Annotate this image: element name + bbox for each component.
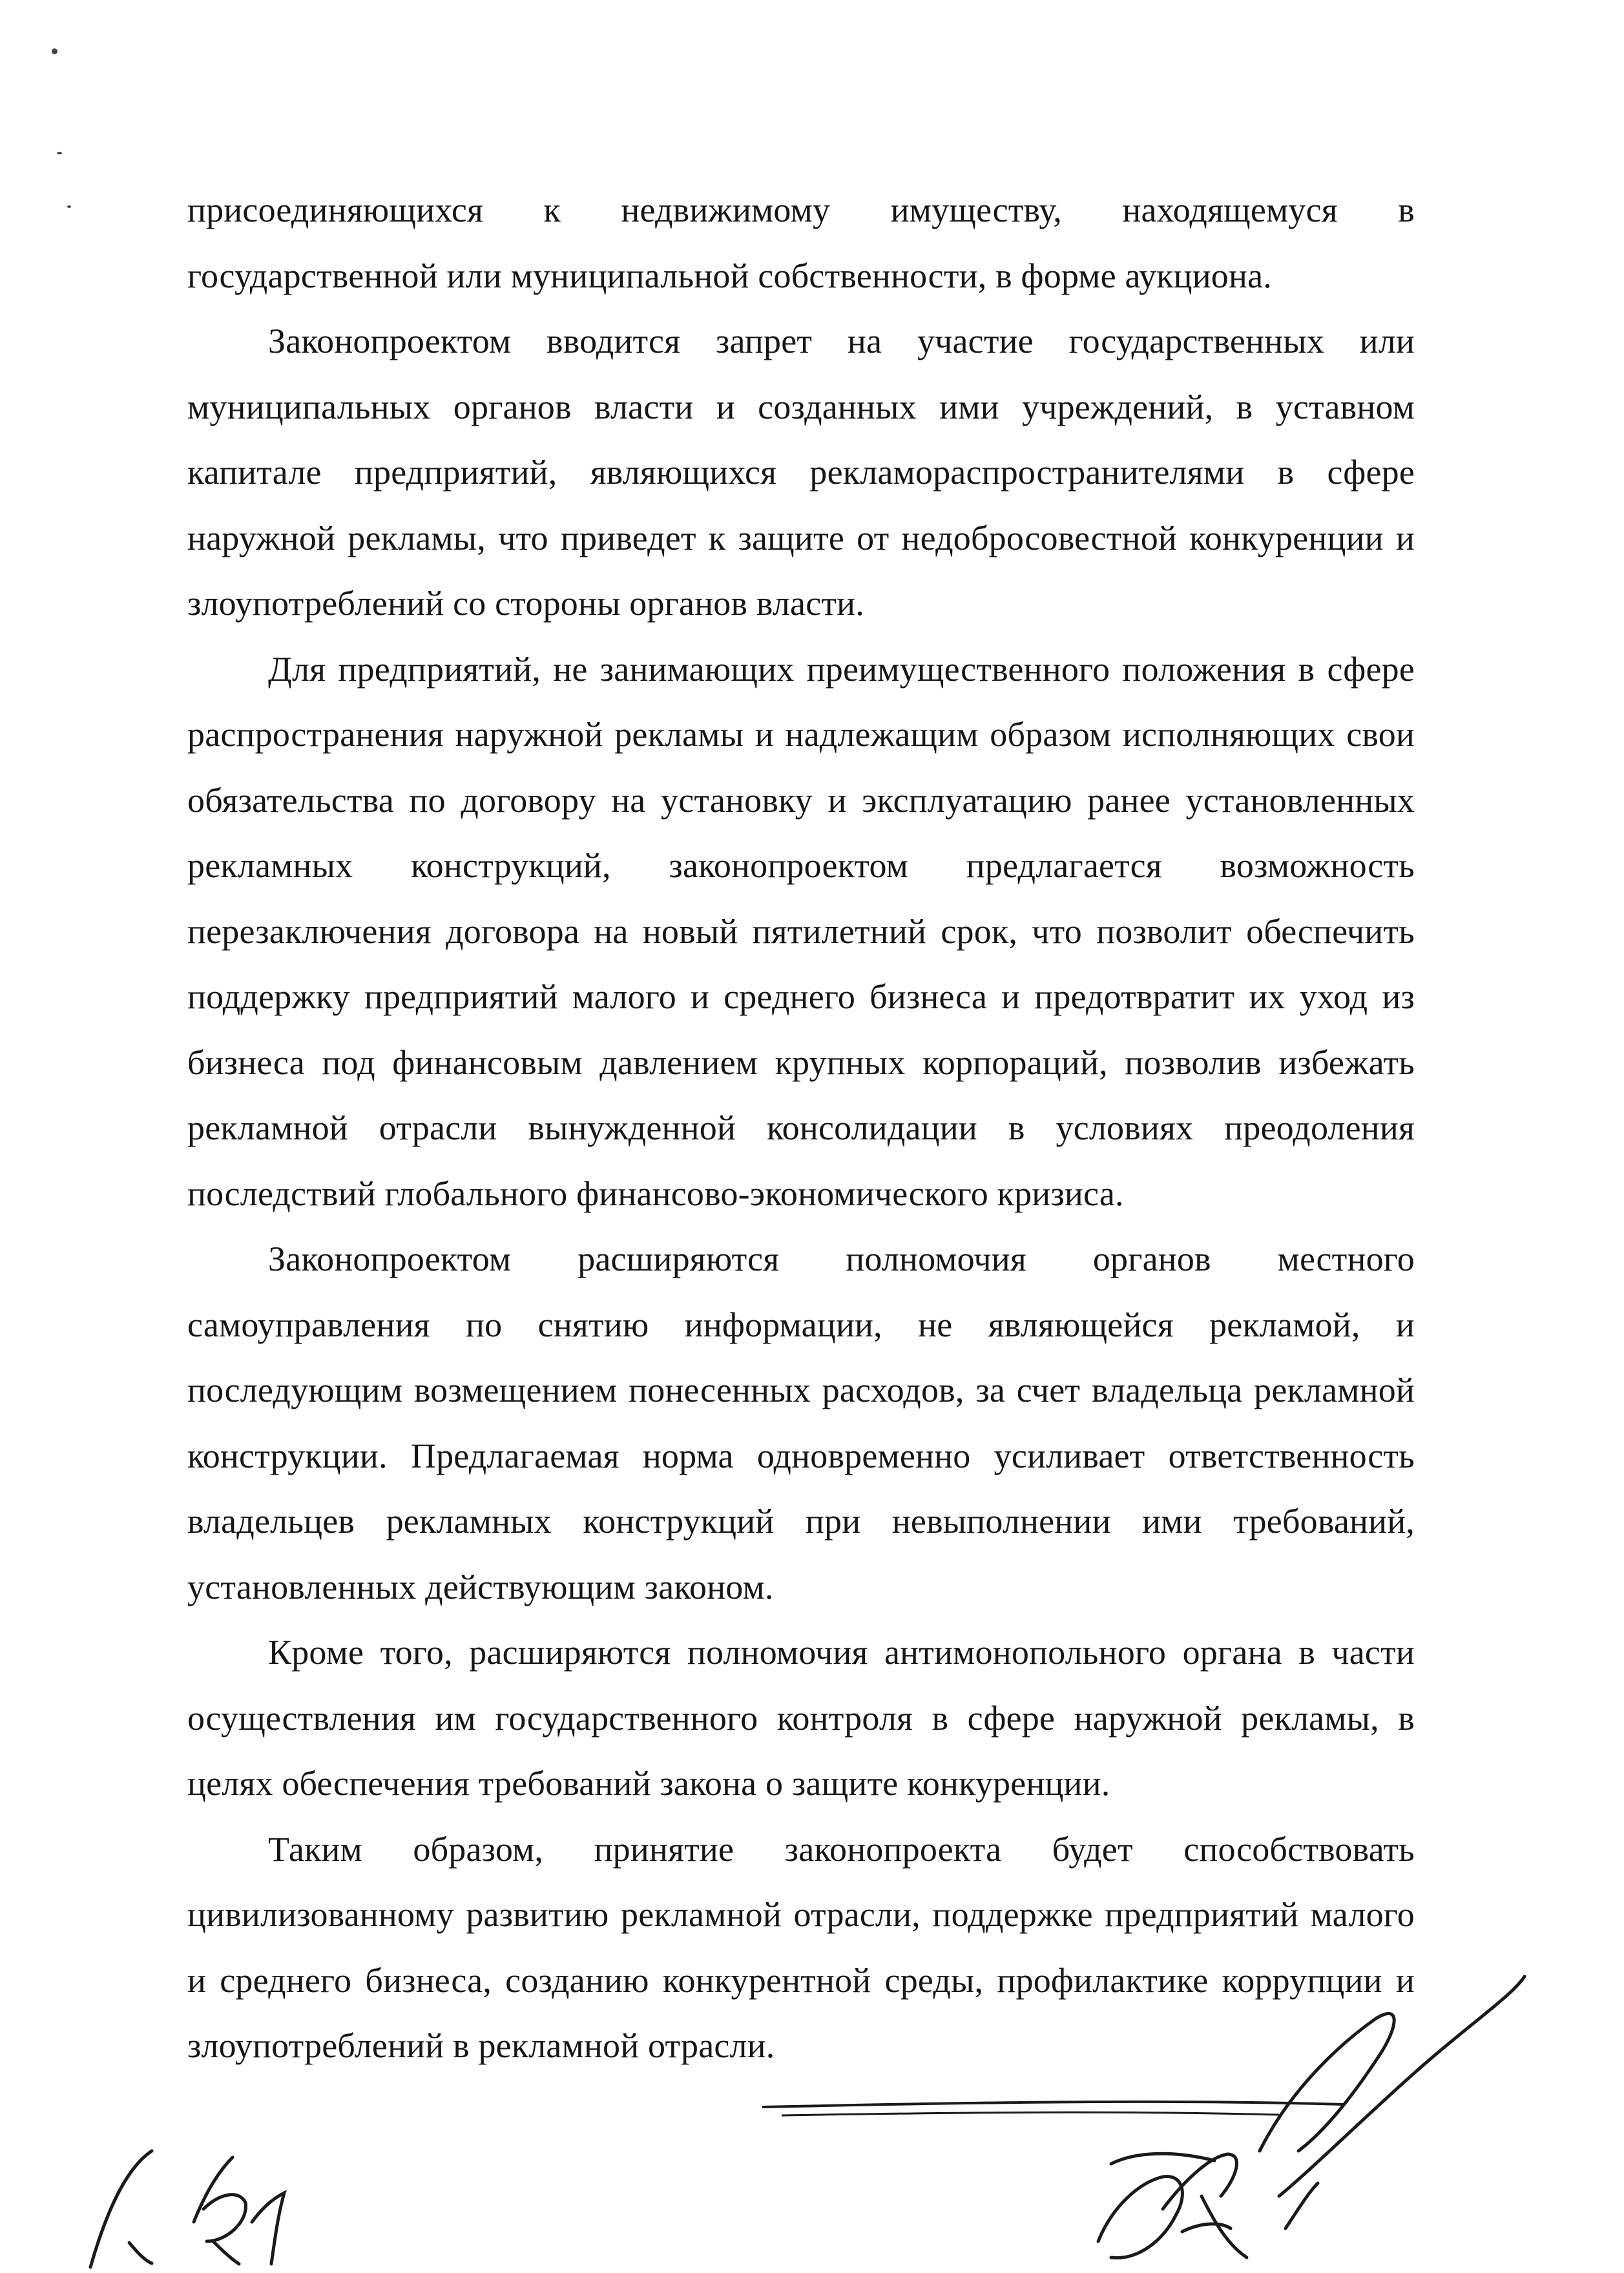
signature-underline — [762, 2102, 1344, 2107]
paragraph: присоединяющихся к недвижимому имуществу, находящемуся в государственной или муниципальной собственности, в форме аукциона. — [187, 191, 1415, 295]
signature-underline — [782, 2112, 1279, 2115]
paragraph: Таким образом, принятие законопроекта будет способствовать цивилизованному развитию рекламной отрасли, поддержке предприятий малого и среднего бизнеса, созданию конкурентной среды, профилактике коррупции и злоупотреблений в рекламной отрасли. — [187, 1829, 1415, 2065]
paragraph: Для предприятий, не занимающих преимущественного положения в сфере распространения наружной рекламы и надлежащим образом исполняющих свои обязательства по договору на установку и эксплуатацию ранее установленных рекламных конструкций, законопроектом предлагается возможность перезаключения договора на новый пятилетний срок, что позволит обеспечить поддержку предприятий малого и среднего бизнеса и предотвратит их уход из бизнеса под финансовым давлением крупных корпораций, позволив избежать рекламной отрасли вынужденной консолидации в условиях преодоления последствий глобального финансово-экономического кризиса. — [187, 649, 1415, 1213]
paragraph: Законопроектом расширяются полномочия органов местного самоуправления по снятию информации, не являющейся рекламой, и последующим возмещением понесенных расходов, за счет владельца рекламной конструкции. Предлагаемая норма одновременно усиливает ответственность владельцев рекламных конструкций при невыполнении ими требований, установленных действующим законом. — [187, 1240, 1415, 1606]
scan-dot — [52, 48, 57, 54]
scan-dot — [57, 152, 62, 154]
scan-dot — [67, 205, 71, 208]
initials-mark — [90, 2151, 284, 2267]
paragraph: Кроме того, расширяются полномочия антимонопольного органа в части осуществления им государственного контроля в сфере наружной рекламы, в целях обеспечения требований закона о защите конкуренции. — [187, 1633, 1415, 1803]
document-body — [187, 178, 1415, 2079]
paragraph: Законопроектом вводится запрет на участие государственных или муниципальных органов власти и созданных ими учреждений, в уставном капитале предприятий, являющихся рекламораспространителями в сфере наружной рекламы, что приведет к защите от недобросовестной конкуренции и злоупотреблений со стороны органов власти. — [187, 322, 1415, 623]
